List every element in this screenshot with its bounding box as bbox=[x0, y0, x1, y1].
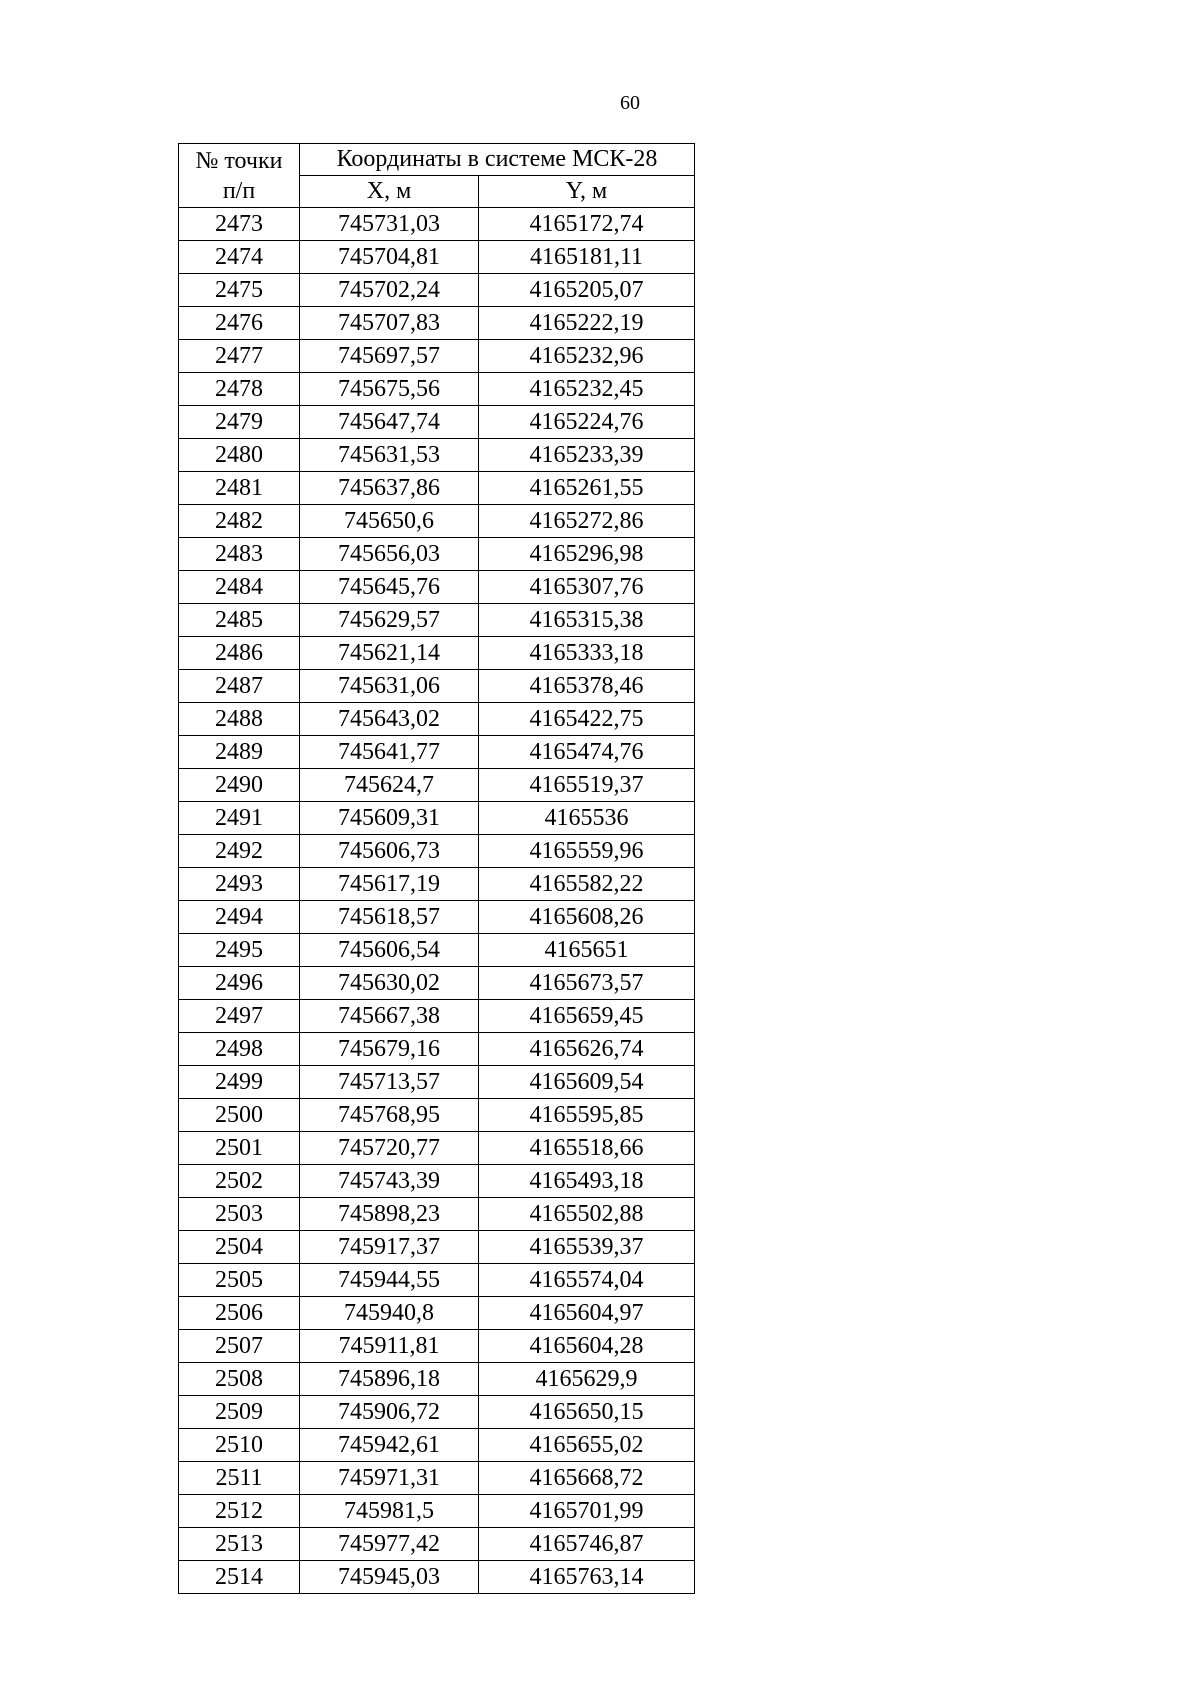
cell-x: 745609,31 bbox=[300, 802, 479, 835]
cell-y: 4165422,75 bbox=[479, 703, 695, 736]
cell-x: 745981,5 bbox=[300, 1495, 479, 1528]
cell-x: 745631,06 bbox=[300, 670, 479, 703]
cell-x: 745647,74 bbox=[300, 406, 479, 439]
cell-point-number: 2473 bbox=[179, 208, 300, 241]
cell-y: 4165608,26 bbox=[479, 901, 695, 934]
table-row bbox=[179, 439, 695, 472]
cell-point-number: 2478 bbox=[179, 373, 300, 406]
table-row bbox=[179, 1033, 695, 1066]
cell-point-number: 2514 bbox=[179, 1561, 300, 1594]
table-row bbox=[179, 1363, 695, 1396]
table-row bbox=[179, 802, 695, 835]
cell-y: 4165232,45 bbox=[479, 373, 695, 406]
table-row bbox=[179, 373, 695, 406]
cell-y: 4165763,14 bbox=[479, 1561, 695, 1594]
table-row bbox=[179, 1231, 695, 1264]
cell-y: 4165261,55 bbox=[479, 472, 695, 505]
table-row bbox=[179, 307, 695, 340]
cell-point-number: 2495 bbox=[179, 934, 300, 967]
header-x: X, м bbox=[300, 176, 479, 208]
table-row bbox=[179, 670, 695, 703]
cell-y: 4165502,88 bbox=[479, 1198, 695, 1231]
cell-y: 4165378,46 bbox=[479, 670, 695, 703]
table-row bbox=[179, 934, 695, 967]
cell-x: 745624,7 bbox=[300, 769, 479, 802]
cell-y: 4165518,66 bbox=[479, 1132, 695, 1165]
cell-y: 4165582,22 bbox=[479, 868, 695, 901]
table-row bbox=[179, 1099, 695, 1132]
cell-x: 745650,6 bbox=[300, 505, 479, 538]
cell-x: 745945,03 bbox=[300, 1561, 479, 1594]
table-row bbox=[179, 1495, 695, 1528]
table-row bbox=[179, 1429, 695, 1462]
cell-point-number: 2498 bbox=[179, 1033, 300, 1066]
table-row bbox=[179, 340, 695, 373]
cell-y: 4165650,15 bbox=[479, 1396, 695, 1429]
table-row bbox=[179, 1462, 695, 1495]
cell-y: 4165233,39 bbox=[479, 439, 695, 472]
cell-point-number: 2500 bbox=[179, 1099, 300, 1132]
cell-point-number: 2492 bbox=[179, 835, 300, 868]
cell-x: 745898,23 bbox=[300, 1198, 479, 1231]
table-row bbox=[179, 1066, 695, 1099]
cell-y: 4165224,76 bbox=[479, 406, 695, 439]
cell-point-number: 2477 bbox=[179, 340, 300, 373]
cell-point-number: 2480 bbox=[179, 439, 300, 472]
table-row bbox=[179, 868, 695, 901]
cell-y: 4165315,38 bbox=[479, 604, 695, 637]
cell-y: 4165474,76 bbox=[479, 736, 695, 769]
cell-point-number: 2494 bbox=[179, 901, 300, 934]
cell-x: 745645,76 bbox=[300, 571, 479, 604]
cell-point-number: 2490 bbox=[179, 769, 300, 802]
cell-x: 745707,83 bbox=[300, 307, 479, 340]
cell-x: 745637,86 bbox=[300, 472, 479, 505]
table-row bbox=[179, 1396, 695, 1429]
table-row bbox=[179, 967, 695, 1000]
cell-x: 745629,57 bbox=[300, 604, 479, 637]
table-row bbox=[179, 274, 695, 307]
cell-y: 4165609,54 bbox=[479, 1066, 695, 1099]
cell-x: 745917,37 bbox=[300, 1231, 479, 1264]
cell-point-number: 2511 bbox=[179, 1462, 300, 1495]
cell-point-number: 2499 bbox=[179, 1066, 300, 1099]
cell-point-number: 2482 bbox=[179, 505, 300, 538]
cell-x: 745720,77 bbox=[300, 1132, 479, 1165]
cell-y: 4165604,97 bbox=[479, 1297, 695, 1330]
table-row bbox=[179, 604, 695, 637]
cell-x: 745942,61 bbox=[300, 1429, 479, 1462]
table-row bbox=[179, 472, 695, 505]
cell-point-number: 2481 bbox=[179, 472, 300, 505]
cell-y: 4165493,18 bbox=[479, 1165, 695, 1198]
table-row bbox=[179, 1198, 695, 1231]
cell-x: 745679,16 bbox=[300, 1033, 479, 1066]
cell-point-number: 2493 bbox=[179, 868, 300, 901]
cell-x: 745944,55 bbox=[300, 1264, 479, 1297]
cell-point-number: 2507 bbox=[179, 1330, 300, 1363]
cell-x: 745631,53 bbox=[300, 439, 479, 472]
cell-x: 745971,31 bbox=[300, 1462, 479, 1495]
cell-y: 4165296,98 bbox=[479, 538, 695, 571]
table-row bbox=[179, 1132, 695, 1165]
cell-y: 4165333,18 bbox=[479, 637, 695, 670]
table-row bbox=[179, 208, 695, 241]
table-row bbox=[179, 1165, 695, 1198]
table-row bbox=[179, 1297, 695, 1330]
table-row bbox=[179, 901, 695, 934]
cell-x: 745768,95 bbox=[300, 1099, 479, 1132]
header-y: Y, м bbox=[479, 176, 695, 208]
cell-point-number: 2501 bbox=[179, 1132, 300, 1165]
table-row bbox=[179, 505, 695, 538]
cell-y: 4165539,37 bbox=[479, 1231, 695, 1264]
header-coordinate-system: Координаты в системе МСК-28 bbox=[300, 144, 695, 176]
cell-y: 4165604,28 bbox=[479, 1330, 695, 1363]
cell-point-number: 2497 bbox=[179, 1000, 300, 1033]
cell-x: 745977,42 bbox=[300, 1528, 479, 1561]
cell-x: 745704,81 bbox=[300, 241, 479, 274]
cell-point-number: 2503 bbox=[179, 1198, 300, 1231]
cell-point-number: 2476 bbox=[179, 307, 300, 340]
cell-point-number: 2487 bbox=[179, 670, 300, 703]
cell-x: 745702,24 bbox=[300, 274, 479, 307]
table-row bbox=[179, 835, 695, 868]
cell-point-number: 2513 bbox=[179, 1528, 300, 1561]
cell-y: 4165559,96 bbox=[479, 835, 695, 868]
cell-y: 4165172,74 bbox=[479, 208, 695, 241]
cell-y: 4165595,85 bbox=[479, 1099, 695, 1132]
cell-point-number: 2475 bbox=[179, 274, 300, 307]
cell-point-number: 2486 bbox=[179, 637, 300, 670]
table-row bbox=[179, 1330, 695, 1363]
table-row bbox=[179, 1000, 695, 1033]
cell-point-number: 2474 bbox=[179, 241, 300, 274]
cell-y: 4165659,45 bbox=[479, 1000, 695, 1033]
cell-x: 745606,54 bbox=[300, 934, 479, 967]
table-row bbox=[179, 736, 695, 769]
table-row bbox=[179, 406, 695, 439]
cell-x: 745911,81 bbox=[300, 1330, 479, 1363]
cell-y: 4165205,07 bbox=[479, 274, 695, 307]
cell-x: 745697,57 bbox=[300, 340, 479, 373]
cell-point-number: 2512 bbox=[179, 1495, 300, 1528]
table-body bbox=[179, 208, 695, 1594]
cell-point-number: 2502 bbox=[179, 1165, 300, 1198]
table-row bbox=[179, 538, 695, 571]
cell-point-number: 2488 bbox=[179, 703, 300, 736]
cell-y: 4165701,99 bbox=[479, 1495, 695, 1528]
cell-x: 745621,14 bbox=[300, 637, 479, 670]
cell-point-number: 2485 bbox=[179, 604, 300, 637]
header-point-number bbox=[179, 144, 300, 208]
cell-x: 745713,57 bbox=[300, 1066, 479, 1099]
page-number: 60 bbox=[620, 92, 640, 114]
cell-y: 4165673,57 bbox=[479, 967, 695, 1000]
cell-x: 745675,56 bbox=[300, 373, 479, 406]
header-point-number-line1: № точки bbox=[195, 147, 283, 174]
table-row bbox=[179, 769, 695, 802]
cell-x: 745667,38 bbox=[300, 1000, 479, 1033]
cell-y: 4165519,37 bbox=[479, 769, 695, 802]
cell-x: 745630,02 bbox=[300, 967, 479, 1000]
cell-y: 4165668,72 bbox=[479, 1462, 695, 1495]
cell-y: 4165307,76 bbox=[479, 571, 695, 604]
cell-point-number: 2496 bbox=[179, 967, 300, 1000]
cell-x: 745618,57 bbox=[300, 901, 479, 934]
cell-point-number: 2479 bbox=[179, 406, 300, 439]
cell-y: 4165629,9 bbox=[479, 1363, 695, 1396]
cell-point-number: 2504 bbox=[179, 1231, 300, 1264]
cell-point-number: 2510 bbox=[179, 1429, 300, 1462]
cell-x: 745643,02 bbox=[300, 703, 479, 736]
cell-y: 4165655,02 bbox=[479, 1429, 695, 1462]
cell-y: 4165626,74 bbox=[479, 1033, 695, 1066]
table-row bbox=[179, 571, 695, 604]
cell-y: 4165272,86 bbox=[479, 505, 695, 538]
cell-x: 745896,18 bbox=[300, 1363, 479, 1396]
cell-x: 745743,39 bbox=[300, 1165, 479, 1198]
cell-x: 745641,77 bbox=[300, 736, 479, 769]
cell-point-number: 2484 bbox=[179, 571, 300, 604]
header-point-number-line2: п/п bbox=[222, 177, 256, 204]
cell-point-number: 2483 bbox=[179, 538, 300, 571]
table-row bbox=[179, 1264, 695, 1297]
cell-point-number: 2509 bbox=[179, 1396, 300, 1429]
cell-x: 745617,19 bbox=[300, 868, 479, 901]
cell-y: 4165746,87 bbox=[479, 1528, 695, 1561]
table-row bbox=[179, 1528, 695, 1561]
cell-x: 745940,8 bbox=[300, 1297, 479, 1330]
cell-y: 4165536 bbox=[479, 802, 695, 835]
cell-y: 4165232,96 bbox=[479, 340, 695, 373]
table-row bbox=[179, 703, 695, 736]
cell-x: 745656,03 bbox=[300, 538, 479, 571]
cell-point-number: 2491 bbox=[179, 802, 300, 835]
cell-y: 4165222,19 bbox=[479, 307, 695, 340]
cell-point-number: 2508 bbox=[179, 1363, 300, 1396]
cell-x: 745906,72 bbox=[300, 1396, 479, 1429]
cell-y: 4165574,04 bbox=[479, 1264, 695, 1297]
table-row bbox=[179, 1561, 695, 1594]
table-row bbox=[179, 241, 695, 274]
cell-point-number: 2489 bbox=[179, 736, 300, 769]
cell-point-number: 2505 bbox=[179, 1264, 300, 1297]
coordinates-table bbox=[178, 143, 695, 1594]
cell-x: 745731,03 bbox=[300, 208, 479, 241]
cell-y: 4165181,11 bbox=[479, 241, 695, 274]
table-row bbox=[179, 637, 695, 670]
cell-y: 4165651 bbox=[479, 934, 695, 967]
cell-point-number: 2506 bbox=[179, 1297, 300, 1330]
cell-x: 745606,73 bbox=[300, 835, 479, 868]
